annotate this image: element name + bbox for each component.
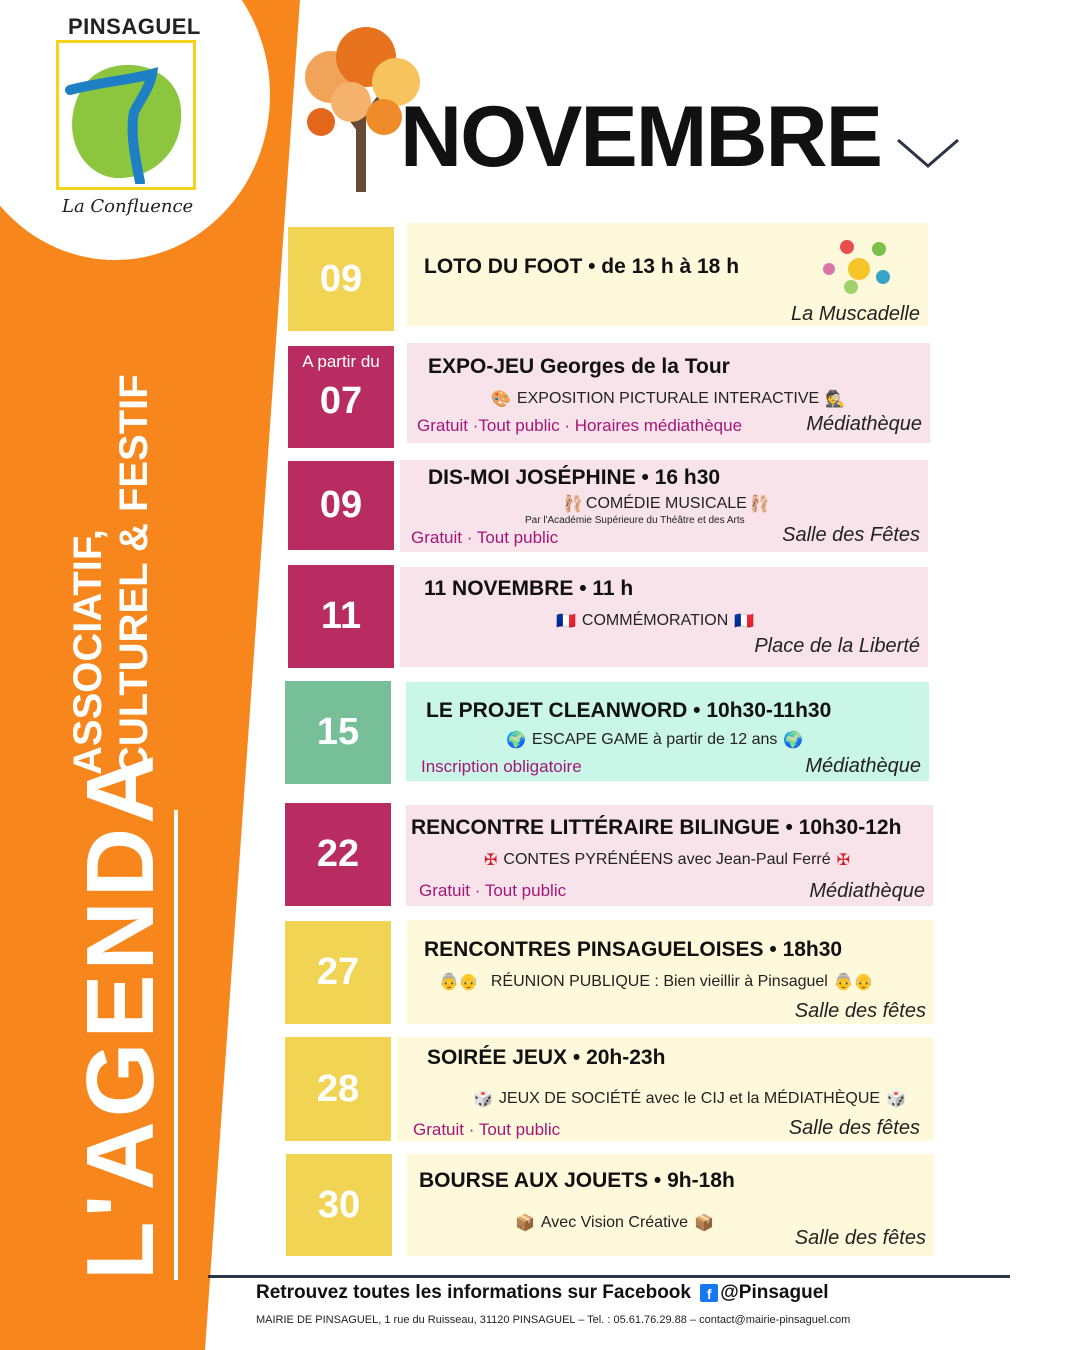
- event-date-3: [288, 461, 394, 550]
- event-place: Salle des fêtes: [794, 1227, 926, 1249]
- event-date-2: [288, 346, 394, 448]
- event-subtitle: 📦 Avec Vision Créative 📦: [515, 1214, 714, 1232]
- french-flag-icon: 🇫🇷: [556, 613, 576, 630]
- detective-icon: 🕵: [825, 391, 846, 408]
- logo-leaf-icon: [60, 52, 188, 184]
- event-place: Médiathèque: [809, 880, 925, 902]
- event-info: Gratuit · Tout public: [411, 528, 559, 547]
- event-day: 09: [319, 257, 363, 300]
- event-day: 15: [316, 711, 360, 753]
- chevron-down-icon: [896, 136, 960, 170]
- board-game-icon: 🎲: [886, 1091, 906, 1108]
- occitan-cross-icon: ✠: [836, 852, 851, 869]
- event-title: RENCONTRES PINSAGUELOISES • 18h30: [424, 938, 843, 961]
- event-day: 27: [316, 951, 360, 993]
- agenda-underline: [174, 810, 178, 1280]
- event-subtitle: ✠ CONTES PYRÉNÉENS avec Jean-Paul Ferré ✠: [484, 851, 851, 869]
- footer-contact: MAIRIE DE PINSAGUEL, 1 rue du Ruisseau, 31120 PINSAGUEL – Tel. : 05.61.76.29.88 – contact@mairie-pinsaguel.com: [256, 1314, 851, 1326]
- event-date-9: [286, 1154, 392, 1256]
- palette-icon: 🎨: [491, 391, 511, 408]
- earth-icon: 🌍: [506, 732, 526, 749]
- toy-box-icon: 📦: [693, 1215, 714, 1232]
- event-subtitle: 👵👴 RÉUNION PUBLIQUE : Bien vieillir à Pinsaguel 👵👴: [439, 973, 874, 991]
- event-title: RENCONTRE LITTÉRAIRE BILINGUE • 10h30-12h: [411, 816, 902, 839]
- footer-divider: [208, 1275, 1010, 1278]
- event-subtitle: 🇫🇷 COMMÉMORATION 🇫🇷: [556, 612, 755, 630]
- event-card-6: [406, 805, 933, 906]
- event-day: 07: [319, 380, 363, 422]
- event-day: 30: [317, 1183, 361, 1226]
- event-place: Salle des Fêtes: [782, 524, 920, 546]
- event-info: Inscription obligatoire: [421, 757, 582, 776]
- event-card-3: [400, 460, 928, 552]
- event-subtitle: 🌍 ESCAPE GAME à partir de 12 ans 🌍: [506, 731, 804, 749]
- seniors-icon: 👵👴: [439, 974, 479, 991]
- event-subtitle: 🎨 EXPOSITION PICTURALE INTERACTIVE 🕵: [491, 390, 846, 408]
- event-card-5: [406, 682, 929, 781]
- loto-balls-icon: [817, 237, 897, 299]
- event-date-4: [288, 565, 394, 668]
- event-title: BOURSE AUX JOUETS • 9h-18h: [419, 1169, 735, 1192]
- board-game-icon: 🎲: [473, 1091, 493, 1108]
- event-day: 09: [319, 484, 363, 526]
- logo-title: PINSAGUEL: [68, 14, 201, 39]
- month-title: NOVEMBRE: [400, 89, 881, 185]
- event-place: Salle des fêtes: [794, 1000, 926, 1022]
- logo-subtitle: La Confluence: [62, 196, 194, 217]
- dancer-icon: 🩰: [563, 496, 583, 513]
- event-date-prefix: A partir du: [302, 352, 380, 371]
- event-title: SOIRÉE JEUX • 20h-23h: [427, 1046, 666, 1069]
- event-title: LOTO DU FOOT • de 13 h à 18 h: [424, 255, 740, 278]
- event-place: Médiathèque: [806, 413, 922, 435]
- side-title-block: [60, 330, 200, 1280]
- event-place: Médiathèque: [805, 755, 921, 777]
- event-place: Place de la Liberté: [754, 635, 920, 657]
- event-date-1: [288, 227, 394, 331]
- event-title: LE PROJET CLEANWORD • 10h30-11h30: [426, 699, 832, 722]
- event-card-8: [397, 1037, 934, 1141]
- event-card-1: [407, 223, 928, 326]
- event-day: 22: [316, 833, 360, 875]
- french-flag-icon: 🇫🇷: [734, 613, 755, 630]
- event-info: Gratuit · Tout public: [413, 1120, 561, 1139]
- event-card-4: [400, 567, 928, 667]
- footer-facebook-line: Retrouvez toutes les informations sur Facebook f @Pinsaguel: [256, 1282, 829, 1303]
- occitan-cross-icon: ✠: [484, 852, 498, 869]
- side-subtitle-1: ASSOCIATIF,: [66, 529, 110, 775]
- event-title: DIS-MOI JOSÉPHINE • 16 h30: [428, 466, 721, 489]
- event-card-7: [407, 920, 934, 1024]
- event-date-6: [285, 803, 391, 906]
- event-date-7: [285, 921, 391, 1024]
- facebook-handle[interactable]: @Pinsaguel: [720, 1282, 829, 1303]
- toy-box-icon: 📦: [515, 1215, 535, 1232]
- event-day: 28: [316, 1067, 360, 1110]
- facebook-icon: f: [700, 1284, 718, 1302]
- event-title: 11 NOVEMBRE • 11 h: [424, 577, 634, 600]
- event-info: Gratuit ·Tout public · Horaires médiathèque: [417, 416, 743, 435]
- event-card-9: [407, 1154, 934, 1256]
- event-place: La Muscadelle: [791, 303, 920, 325]
- earth-icon: 🌍: [783, 732, 804, 749]
- event-subtitle: 🎲 JEUX DE SOCIÉTÉ avec le CIJ et la MÉDIATHÈQUE 🎲: [473, 1090, 906, 1108]
- event-date-5: [285, 681, 391, 784]
- event-info: Gratuit · Tout public: [419, 881, 567, 900]
- event-day: 11: [320, 595, 362, 637]
- side-subtitle-2: CULTUREL & FESTIF: [112, 374, 156, 775]
- event-date-8: [285, 1037, 391, 1141]
- dancer-icon: 🩰: [749, 496, 770, 513]
- agenda-title: L'AGENDA: [67, 750, 174, 1280]
- event-place: Salle des fêtes: [788, 1117, 920, 1139]
- seniors-icon: 👵👴: [833, 974, 874, 991]
- event-title: EXPO-JEU Georges de la Tour: [428, 355, 730, 378]
- event-card-2: [407, 343, 930, 443]
- event-subtitle: 🩰 COMÉDIE MUSICALE 🩰: [563, 495, 770, 513]
- event-organizer: Par l'Académie Supérieure du Théâtre et des Arts: [525, 515, 745, 526]
